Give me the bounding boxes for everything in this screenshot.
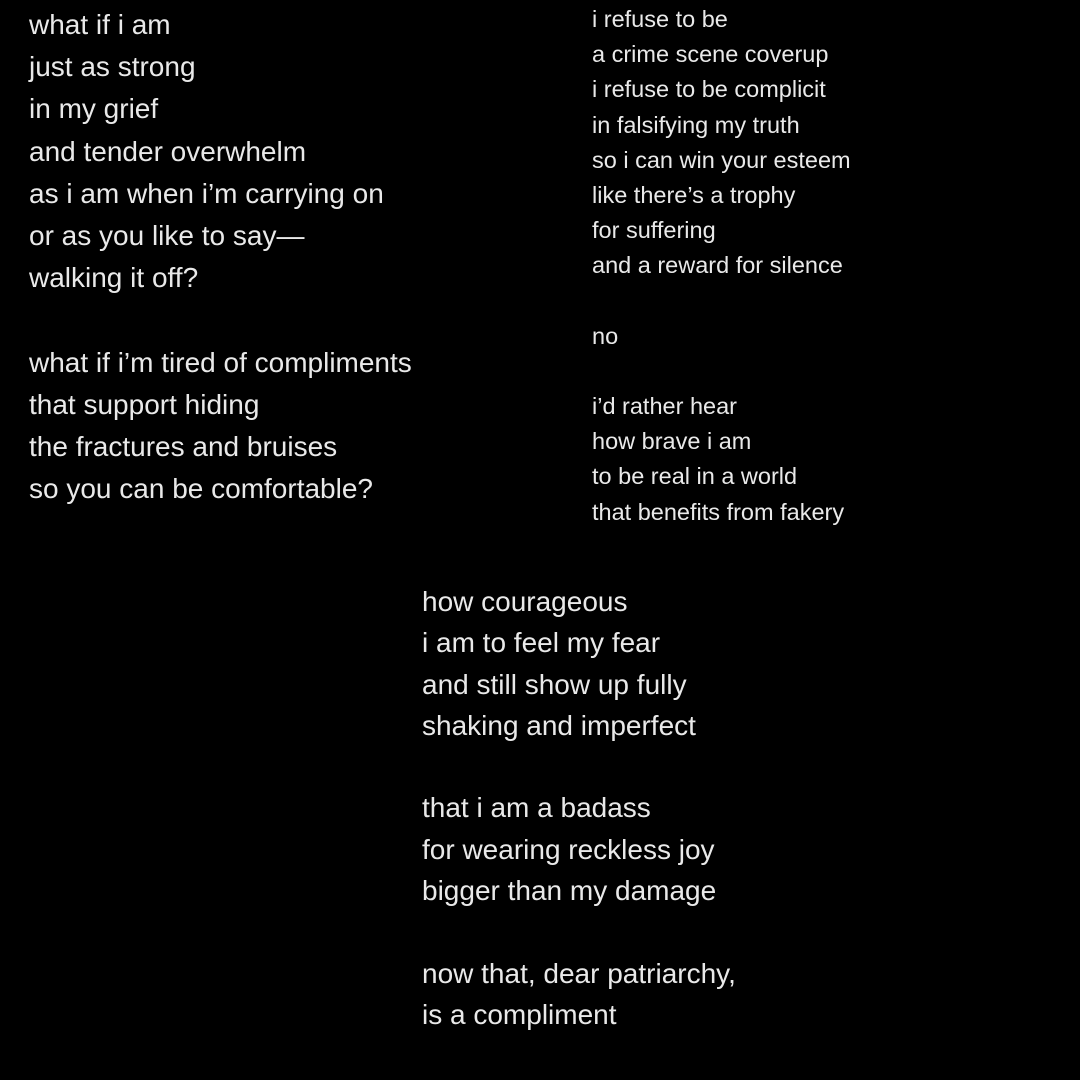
poem-line: the fractures and bruises (29, 430, 338, 462)
poem-line: that i am a badass (422, 792, 651, 824)
poem-line: for wearing reckless joy (422, 833, 715, 865)
poem-line: so you can be comfortable? (29, 473, 373, 505)
poem-line: i’d rather hear (592, 393, 737, 420)
poem-bottom-column (422, 581, 736, 1035)
stanza-break (592, 284, 851, 319)
poem-line: and still show up fully (422, 668, 687, 700)
stanza-break (422, 746, 736, 787)
poem-line: what if i am (29, 9, 171, 40)
stanza-break (29, 299, 412, 341)
poem-line: in my grief (29, 93, 159, 125)
poem-line: how courageous (422, 586, 628, 617)
poem-line: to be real in a world (592, 463, 798, 490)
poem-line: now that, dear patriarchy, (422, 957, 736, 989)
stanza-break (422, 911, 736, 952)
poem-line: walking it off? (29, 262, 199, 294)
poem-line: and a reward for silence (592, 252, 843, 279)
poem-line: and tender overwhelm (29, 135, 307, 167)
poem-right-column (592, 2, 851, 530)
poem-line: as i am when i’m carrying on (29, 177, 384, 209)
poem-line: like there’s a trophy (592, 181, 796, 208)
poem-line: or as you like to say— (29, 219, 305, 251)
poem-line: i am to feel my fear (422, 627, 661, 659)
poem-line: is a compliment (422, 998, 617, 1030)
poem-line: i refuse to be complicit (592, 76, 826, 103)
poem-line: that benefits from fakery (592, 498, 845, 525)
poem-line: shaking and imperfect (422, 709, 696, 741)
poem-line: no (592, 322, 619, 349)
poem-line: for suffering (592, 217, 716, 244)
poem-line: a crime scene coverup (592, 41, 829, 68)
poem-line: bigger than my damage (422, 875, 717, 907)
poem-line: just as strong (29, 51, 196, 83)
poem-line: what if i’m tired of compliments (29, 346, 412, 378)
poem-line: how brave i am (592, 428, 752, 455)
poem-line: in falsifying my truth (592, 111, 800, 138)
poem-line: that support hiding (29, 388, 260, 420)
poem-left-column (29, 4, 412, 510)
poem-line: so i can win your esteem (592, 146, 851, 173)
stanza-break (592, 354, 851, 389)
poem-line: i refuse to be (592, 6, 728, 32)
